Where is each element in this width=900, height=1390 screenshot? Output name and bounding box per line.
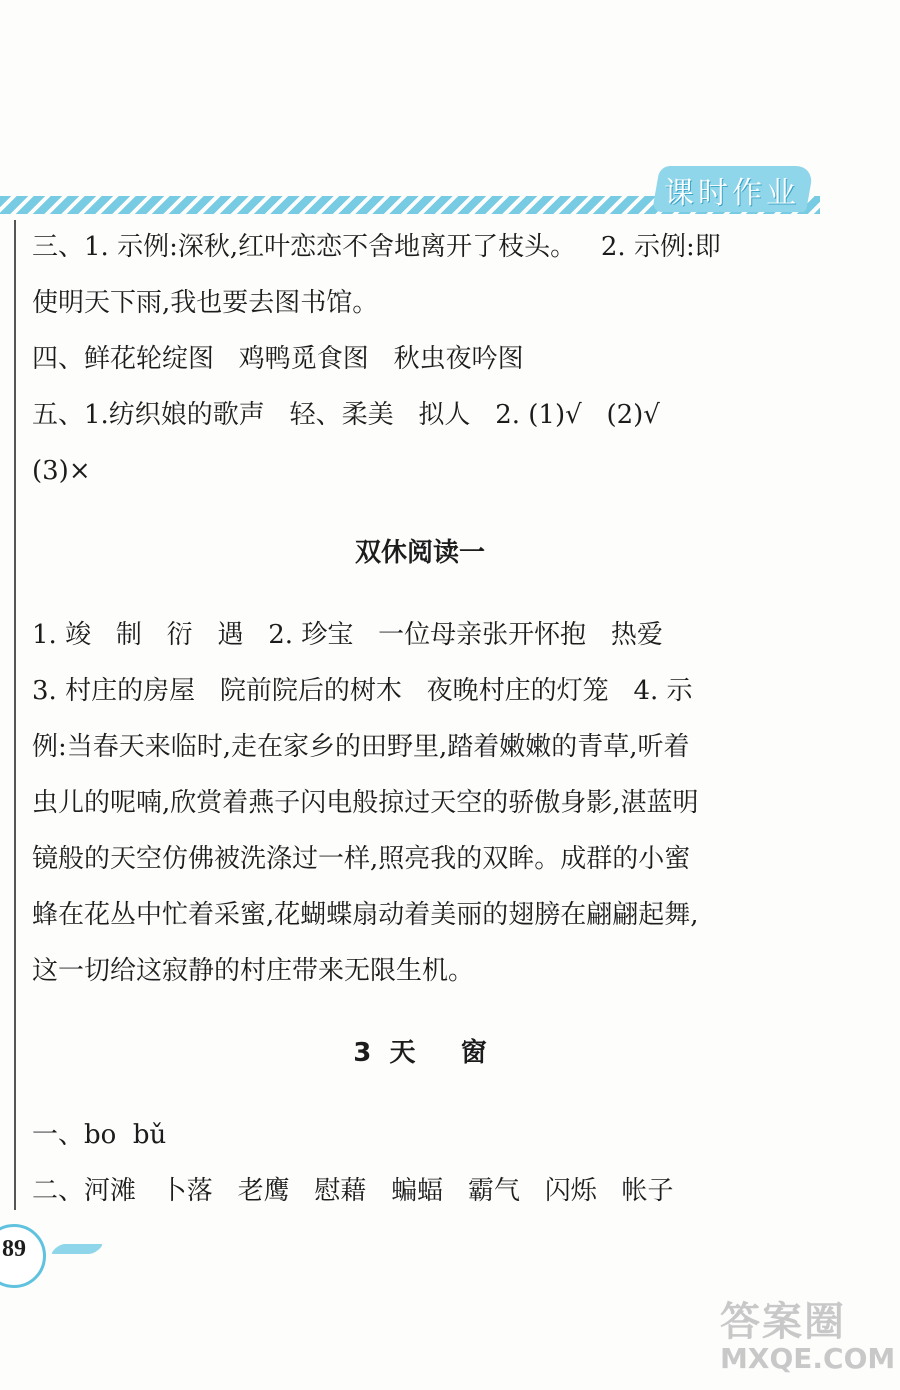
answer-line: 三、1. 示例:深秋,红叶恋恋不舍地离开了枝头。 2. 示例:即 bbox=[32, 232, 721, 262]
page-swoosh bbox=[51, 1244, 103, 1254]
answer-line: 蜂在花丛中忙着采蜜,花蝴蝶扇动着美丽的翅膀在翩翩起舞, bbox=[32, 900, 699, 930]
watermark bbox=[720, 1299, 896, 1375]
answer-line: (3)× bbox=[32, 456, 91, 486]
answer-line: 这一切给这寂静的村庄带来无限生机。 bbox=[32, 956, 475, 986]
page-number: 89 bbox=[2, 1236, 26, 1262]
answer-line: 二、河滩 卜落 老鹰 慰藉 蝙蝠 霸气 闪烁 帐子 bbox=[32, 1176, 674, 1206]
answer-line: 五、1.纺织娘的歌声 轻、柔美 拟人 2. (1)√ (2)√ bbox=[32, 400, 660, 430]
answer-line: 镜般的天空仿佛被洗涤过一样,照亮我的双眸。成群的小蜜 bbox=[32, 844, 691, 874]
answer-line: 使明天下雨,我也要去图书馆。 bbox=[32, 288, 379, 318]
header-badge-text: 课时作业 bbox=[664, 176, 800, 211]
watermark-logo: 答案圈 bbox=[720, 1299, 846, 1345]
answer-line: 3. 村庄的房屋 院前院后的树木 夜晚村庄的灯笼 4. 示 bbox=[32, 676, 693, 706]
answer-line: 虫儿的呢喃,欣赏着燕子闪电般掠过天空的骄傲身影,湛蓝明 bbox=[32, 788, 699, 818]
answer-line: 例:当春天来临时,走在家乡的田野里,踏着嫩嫩的青草,听着 bbox=[32, 732, 690, 762]
answer-line: 1. 竣 制 衍 遇 2. 珍宝 一位母亲张开怀抱 热爱 bbox=[32, 620, 663, 650]
section-heading: 双休阅读一 bbox=[354, 538, 485, 568]
watermark-url: MXQE.COM bbox=[720, 1342, 896, 1375]
answer-line: 一、bo bǔ bbox=[32, 1120, 167, 1150]
lesson-heading: 3 天 窗 bbox=[353, 1038, 487, 1068]
answer-line: 四、鲜花轮绽图 鸡鸭觅食图 秋虫夜吟图 bbox=[32, 344, 524, 374]
